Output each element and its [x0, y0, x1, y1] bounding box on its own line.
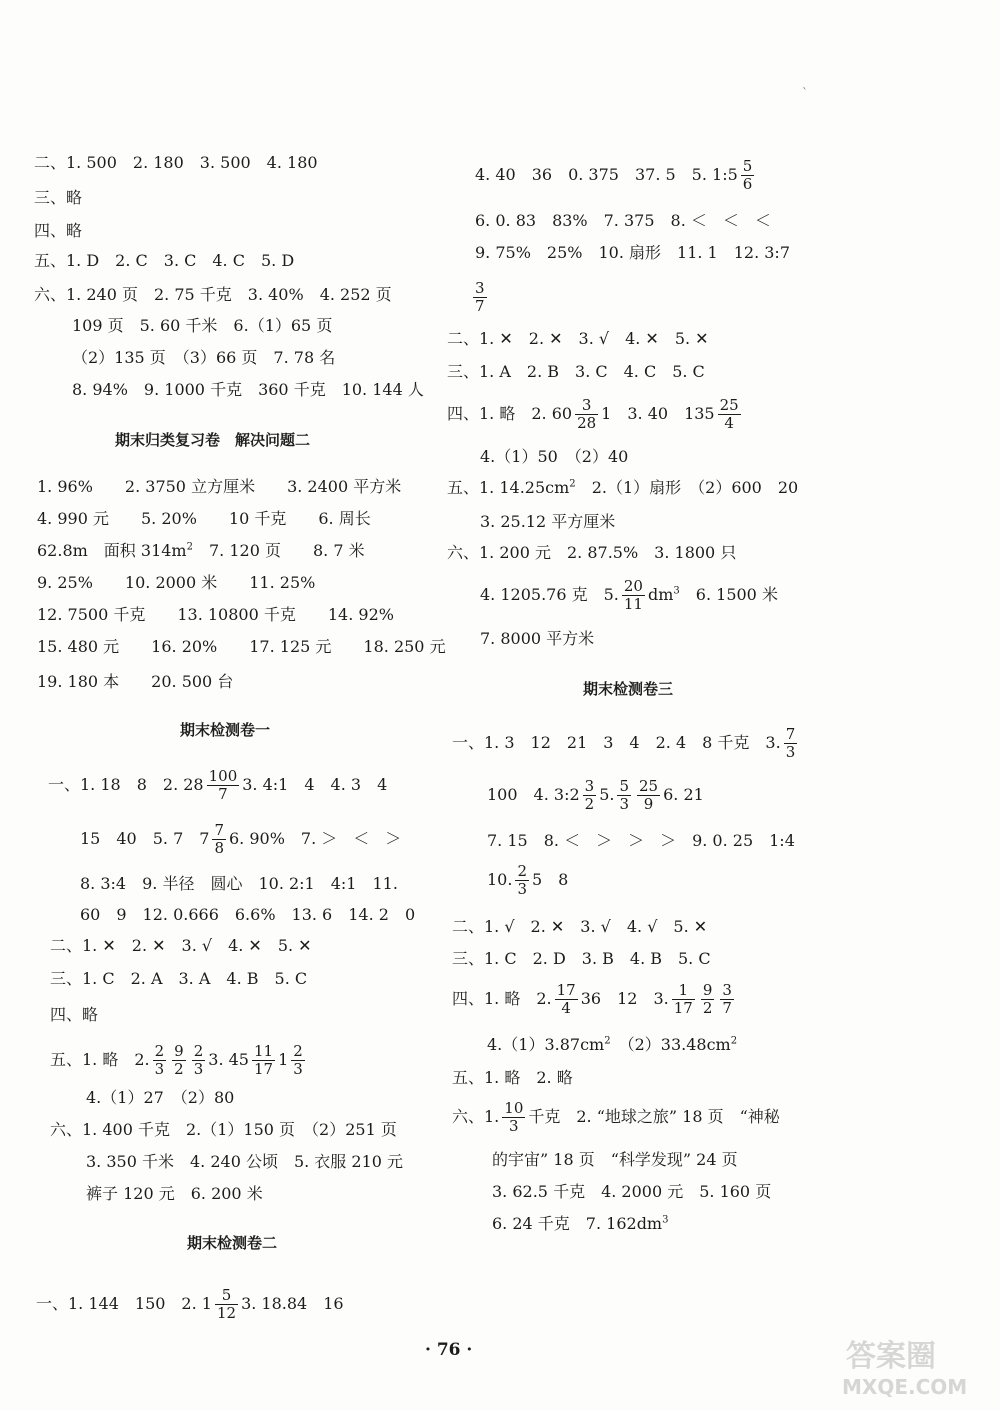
fraction: $\frac{7}{3}$ [785, 725, 796, 761]
svg-text:MXQE.COM: MXQE.COM [842, 1375, 968, 1399]
answer-line: 一、1. 18 8 2. 28 $\frac{100}{7}$ 3. 4:1 4 4. 3 4 [48, 767, 388, 803]
answer-line: 六、1. 240 页 2. 75 千克 3. 40% 4. 252 页 [34, 285, 392, 304]
fraction: $\frac{20}{11}$ [623, 577, 643, 613]
watermark-logo [840, 1330, 990, 1404]
answer-line: 二、1. 500 2. 180 3. 500 4. 180 [34, 153, 318, 172]
fraction: $\frac{5}{6}$ [742, 157, 753, 193]
answer-line: 六、1. 400 千克 2.（1）150 页 （2）251 页 [50, 1120, 397, 1139]
answer-line: 五、1. 略 2. $\frac{2}{3}$ $\frac{9}{2}$ $\frac{2}{3}$ 3. 45 $\frac{11}{17}$ 1 $\frac{2}{3}$ [50, 1042, 303, 1078]
fraction: $\frac{1}{17}$ [673, 981, 693, 1017]
section-heading: 期末检测卷一 [180, 721, 271, 739]
answer-line: 二、1. ✕ 2. ✕ 3. √ 4. ✕ 5. ✕ [50, 936, 312, 955]
scan-mark: ` [802, 86, 808, 100]
fraction: $\frac{5}{3}$ [619, 777, 630, 813]
answer-line: 三、略 [34, 188, 83, 207]
answer-line: 一、1. 144 150 2. 1 $\frac{5}{12}$ 3. 18.84 16 [36, 1286, 344, 1322]
answer-line [470, 280, 490, 315]
answer-line: 4.（1）50 （2）40 [480, 447, 629, 466]
fraction: $\frac{7}{8}$ [214, 821, 224, 857]
answer-line: 三、1. A 2. B 3. C 4. C 5. C [447, 362, 705, 381]
answer-line: 62.8m 面积 $314m^2$ 7. 120 页 8. 7 米 [37, 541, 365, 560]
answer-line: 3. 350 千米 4. 240 公顷 5. 衣服 210 元 [86, 1152, 404, 1171]
answer-line: 1. 96% 2. 3750 立方厘米 3. 2400 平方米 [37, 477, 402, 496]
section-heading: 期末检测卷三 [583, 680, 674, 698]
answer-line: 8. 94% 9. 1000 千克 360 千克 10. 144 人 [72, 380, 424, 399]
answer-line: $4.(1)3.87cm^2$ $(2)33.48cm^2$ [487, 1035, 738, 1054]
answer-line: 12. 7500 千克 13. 10800 千克 14. 92% [37, 605, 394, 624]
answer-line: （2）135 页 （3）66 页 7. 78 名 [72, 348, 336, 367]
answer-line: 6. 0. 83 83% 7. 375 8. ＜ ＜ ＜ [475, 211, 771, 230]
answer-line: 10. $\frac{2}{3}$ 5 8 [487, 862, 569, 898]
fraction: $\frac{11}{17}$ [253, 1042, 274, 1078]
answer-line: 15 40 5. 7 7 $\frac{7}{8}$ 6. 90% 7. ＞ ＜ ＞ [80, 821, 402, 857]
answer-line: 四、1. 略 2. 60 $\frac{3}{28}$ 1 3. 40 135 $\frac{25}{4}$ [447, 396, 739, 432]
fraction: $\frac{3}{7}$ [475, 279, 485, 315]
answer-line: 6. 24 千克 7. $162dm^3$ [492, 1214, 669, 1233]
answer-line: 六、1. $\frac{10}{3}$ 千克 2. “地球之旅” 18 页 “神秘 [452, 1099, 780, 1135]
answer-line: 9. 25% 10. 2000 米 11. 25% [37, 573, 316, 592]
answer-line: 的宇宙” 18 页 “科学发现” 24 页 [492, 1150, 738, 1169]
fraction: $\frac{5}{12}$ [216, 1286, 237, 1322]
fraction: $\frac{25}{9}$ [639, 777, 659, 813]
answer-line: 9. 75% 25% 10. 扇形 11. 1 12. 3:7 [475, 243, 791, 262]
section-heading: 期末归类复习卷 解决问题二 [115, 431, 311, 449]
fraction: $\frac{2}{3}$ [193, 1042, 204, 1078]
answer-line: 三、1. C 2. D 3. B 4. B 5. C [452, 949, 711, 968]
answer-line: 3. 62.5 千克 4. 2000 元 5. 160 页 [492, 1182, 772, 1201]
fraction: $\frac{9}{2}$ [174, 1042, 184, 1078]
answer-line: 四、略 [50, 1005, 99, 1024]
fraction: $\frac{10}{3}$ [504, 1099, 524, 1135]
answer-line: 4. 990 元 5. 20% 10 千克 6. 周长 [37, 509, 371, 528]
fraction: $\frac{3}{7}$ [722, 981, 732, 1017]
answer-line: 五、1. 略 2. 略 [452, 1068, 573, 1087]
answer-line: 4. 40 36 0. 375 37. 5 5. 1:5 $\frac{5}{6}$ [475, 157, 753, 193]
fraction: $\frac{2}{3}$ [517, 862, 527, 898]
answer-line: 五、1. D 2. C 3. C 4. C 5. D [34, 251, 295, 270]
answer-line: 15. 480 元 16. 20% 17. 125 元 18. 250 元 [37, 637, 446, 656]
answer-line: 三、1. C 2. A 3. A 4. B 5. C [50, 969, 308, 988]
answer-line: 19. 180 本 20. 500 台 [37, 672, 234, 691]
answer-line: 四、略 [34, 221, 83, 240]
fraction: $\frac{2}{3}$ [293, 1042, 303, 1078]
answer-line: 4. 1205.76 克 5. $\frac{20}{11}$ $dm^3$ 6. 1500 米 [480, 577, 778, 613]
fraction: $\frac{9}{2}$ [702, 981, 713, 1017]
fraction: $\frac{100}{7}$ [208, 767, 238, 803]
answer-line: 60 9 12. 0.666 6.6% 13. 6 14. 2 0 [80, 905, 416, 924]
answer-line: 109 页 5. 60 千米 6.（1）65 页 [72, 316, 333, 335]
answer-line: 四、1. 略 2. $\frac{17}{4}$ 36 12 3. $\frac{1}{17}$ $\frac{9}{2}$ $\frac{3}{7}$ [452, 981, 732, 1017]
answer-line: 7. 15 8. ＜ ＞ ＞ ＞ 9. 0. 25 1:4 [487, 831, 795, 850]
answer-line: 六、1. 200 元 2. 87.5% 3. 1800 只 [447, 543, 737, 562]
answer-line: 8. 3:4 9. 半径 圆心 10. 2:1 4:1 11. [80, 874, 398, 893]
page-number: · 76 · [425, 1340, 473, 1360]
answer-line: 100 4. 3:2 $\frac{3}{2}$ 5. $\frac{5}{3}$ $\frac{25}{9}$ 6. 21 [487, 777, 704, 813]
fraction: $\frac{2}{3}$ [154, 1042, 165, 1078]
answer-line: 3. 25.12 平方厘米 [480, 512, 616, 531]
fraction: $\frac{3}{2}$ [584, 777, 595, 813]
answer-line: 二、1. ✕ 2. ✕ 3. √ 4. ✕ 5. ✕ [447, 329, 709, 348]
answer-line: 二、1. √ 2. ✕ 3. √ 4. √ 5. ✕ [452, 917, 708, 936]
answer-line: 7. 8000 平方米 [480, 629, 595, 648]
answer-line: 裤子 120 元 6. 200 米 [86, 1184, 263, 1203]
answer-line: 4.（1）27 （2）80 [86, 1088, 235, 1107]
fraction: $\frac{3}{28}$ [577, 396, 597, 432]
section-heading: 期末检测卷二 [187, 1234, 278, 1252]
svg-text:答案圈: 答案圈 [846, 1339, 936, 1374]
answer-line: 一、1. 3 12 21 3 4 2. 4 8 千克 3. $\frac{7}{3}$ [452, 725, 796, 761]
fraction: $\frac{25}{4}$ [719, 396, 739, 432]
answer-line: 五、1. $14.25cm^2$ 2.（1）扇形 （2）600 20 [447, 478, 799, 497]
fraction: $\frac{17}{4}$ [556, 981, 576, 1017]
